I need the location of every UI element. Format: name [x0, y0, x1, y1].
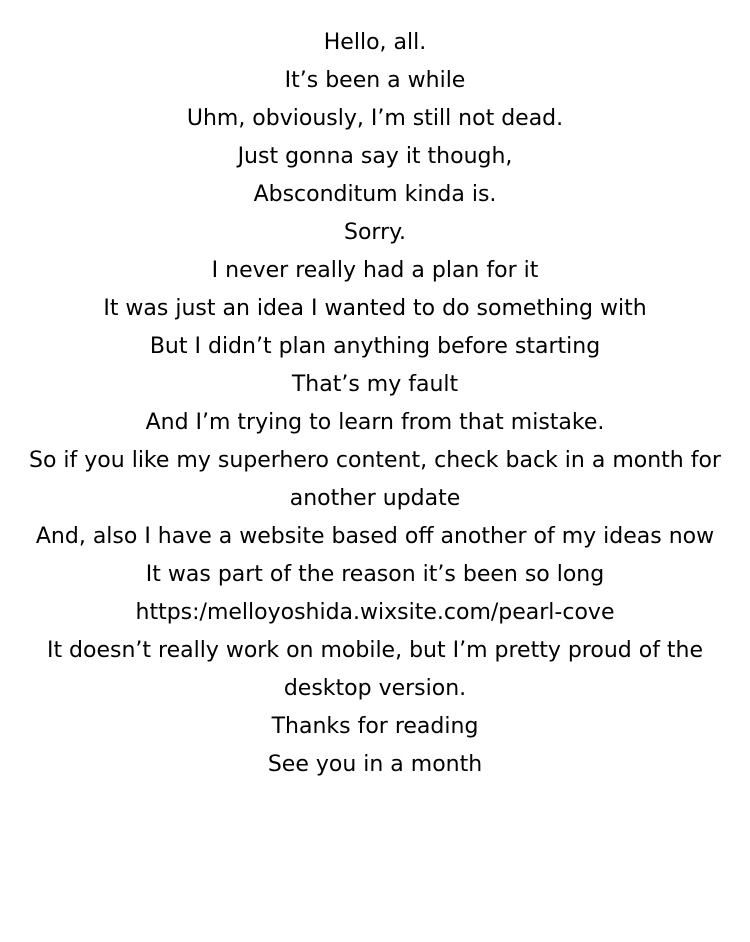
note-line: Just gonna say it though, — [237, 144, 513, 169]
note-line: It was just an idea I wanted to do something with — [103, 296, 647, 321]
note-line: It doesn’t really work on mobile, but I’m pretty proud of the desktop version. — [46, 638, 704, 701]
note-line: See you in a month — [267, 752, 483, 777]
note-line: Hello, all. — [323, 30, 427, 55]
note-line: It was part of the reason it’s been so long — [145, 562, 605, 587]
website-link-text: https:/melloyoshida.wixsite.com/pearl-cove — [135, 600, 615, 625]
note-line: It’s been a while — [284, 68, 466, 93]
note-line: And I’m trying to learn from that mistake. — [145, 410, 605, 435]
note-body — [20, 24, 730, 784]
note-line: But I didn’t plan anything before starting — [149, 334, 601, 359]
note-line: That’s my fault — [291, 372, 459, 397]
note-line: Thanks for reading — [271, 714, 479, 739]
note-line: Absconditum kinda is. — [253, 182, 497, 207]
note-line: So if you like my superhero content, check back in a month for another update — [29, 448, 721, 511]
note-line: I never really had a plan for it — [211, 258, 539, 283]
note-line: And, also I have a website based off another of my ideas now — [35, 524, 715, 549]
note-line: Sorry. — [343, 220, 406, 245]
note-line: Uhm, obviously, I’m still not dead. — [186, 106, 564, 131]
